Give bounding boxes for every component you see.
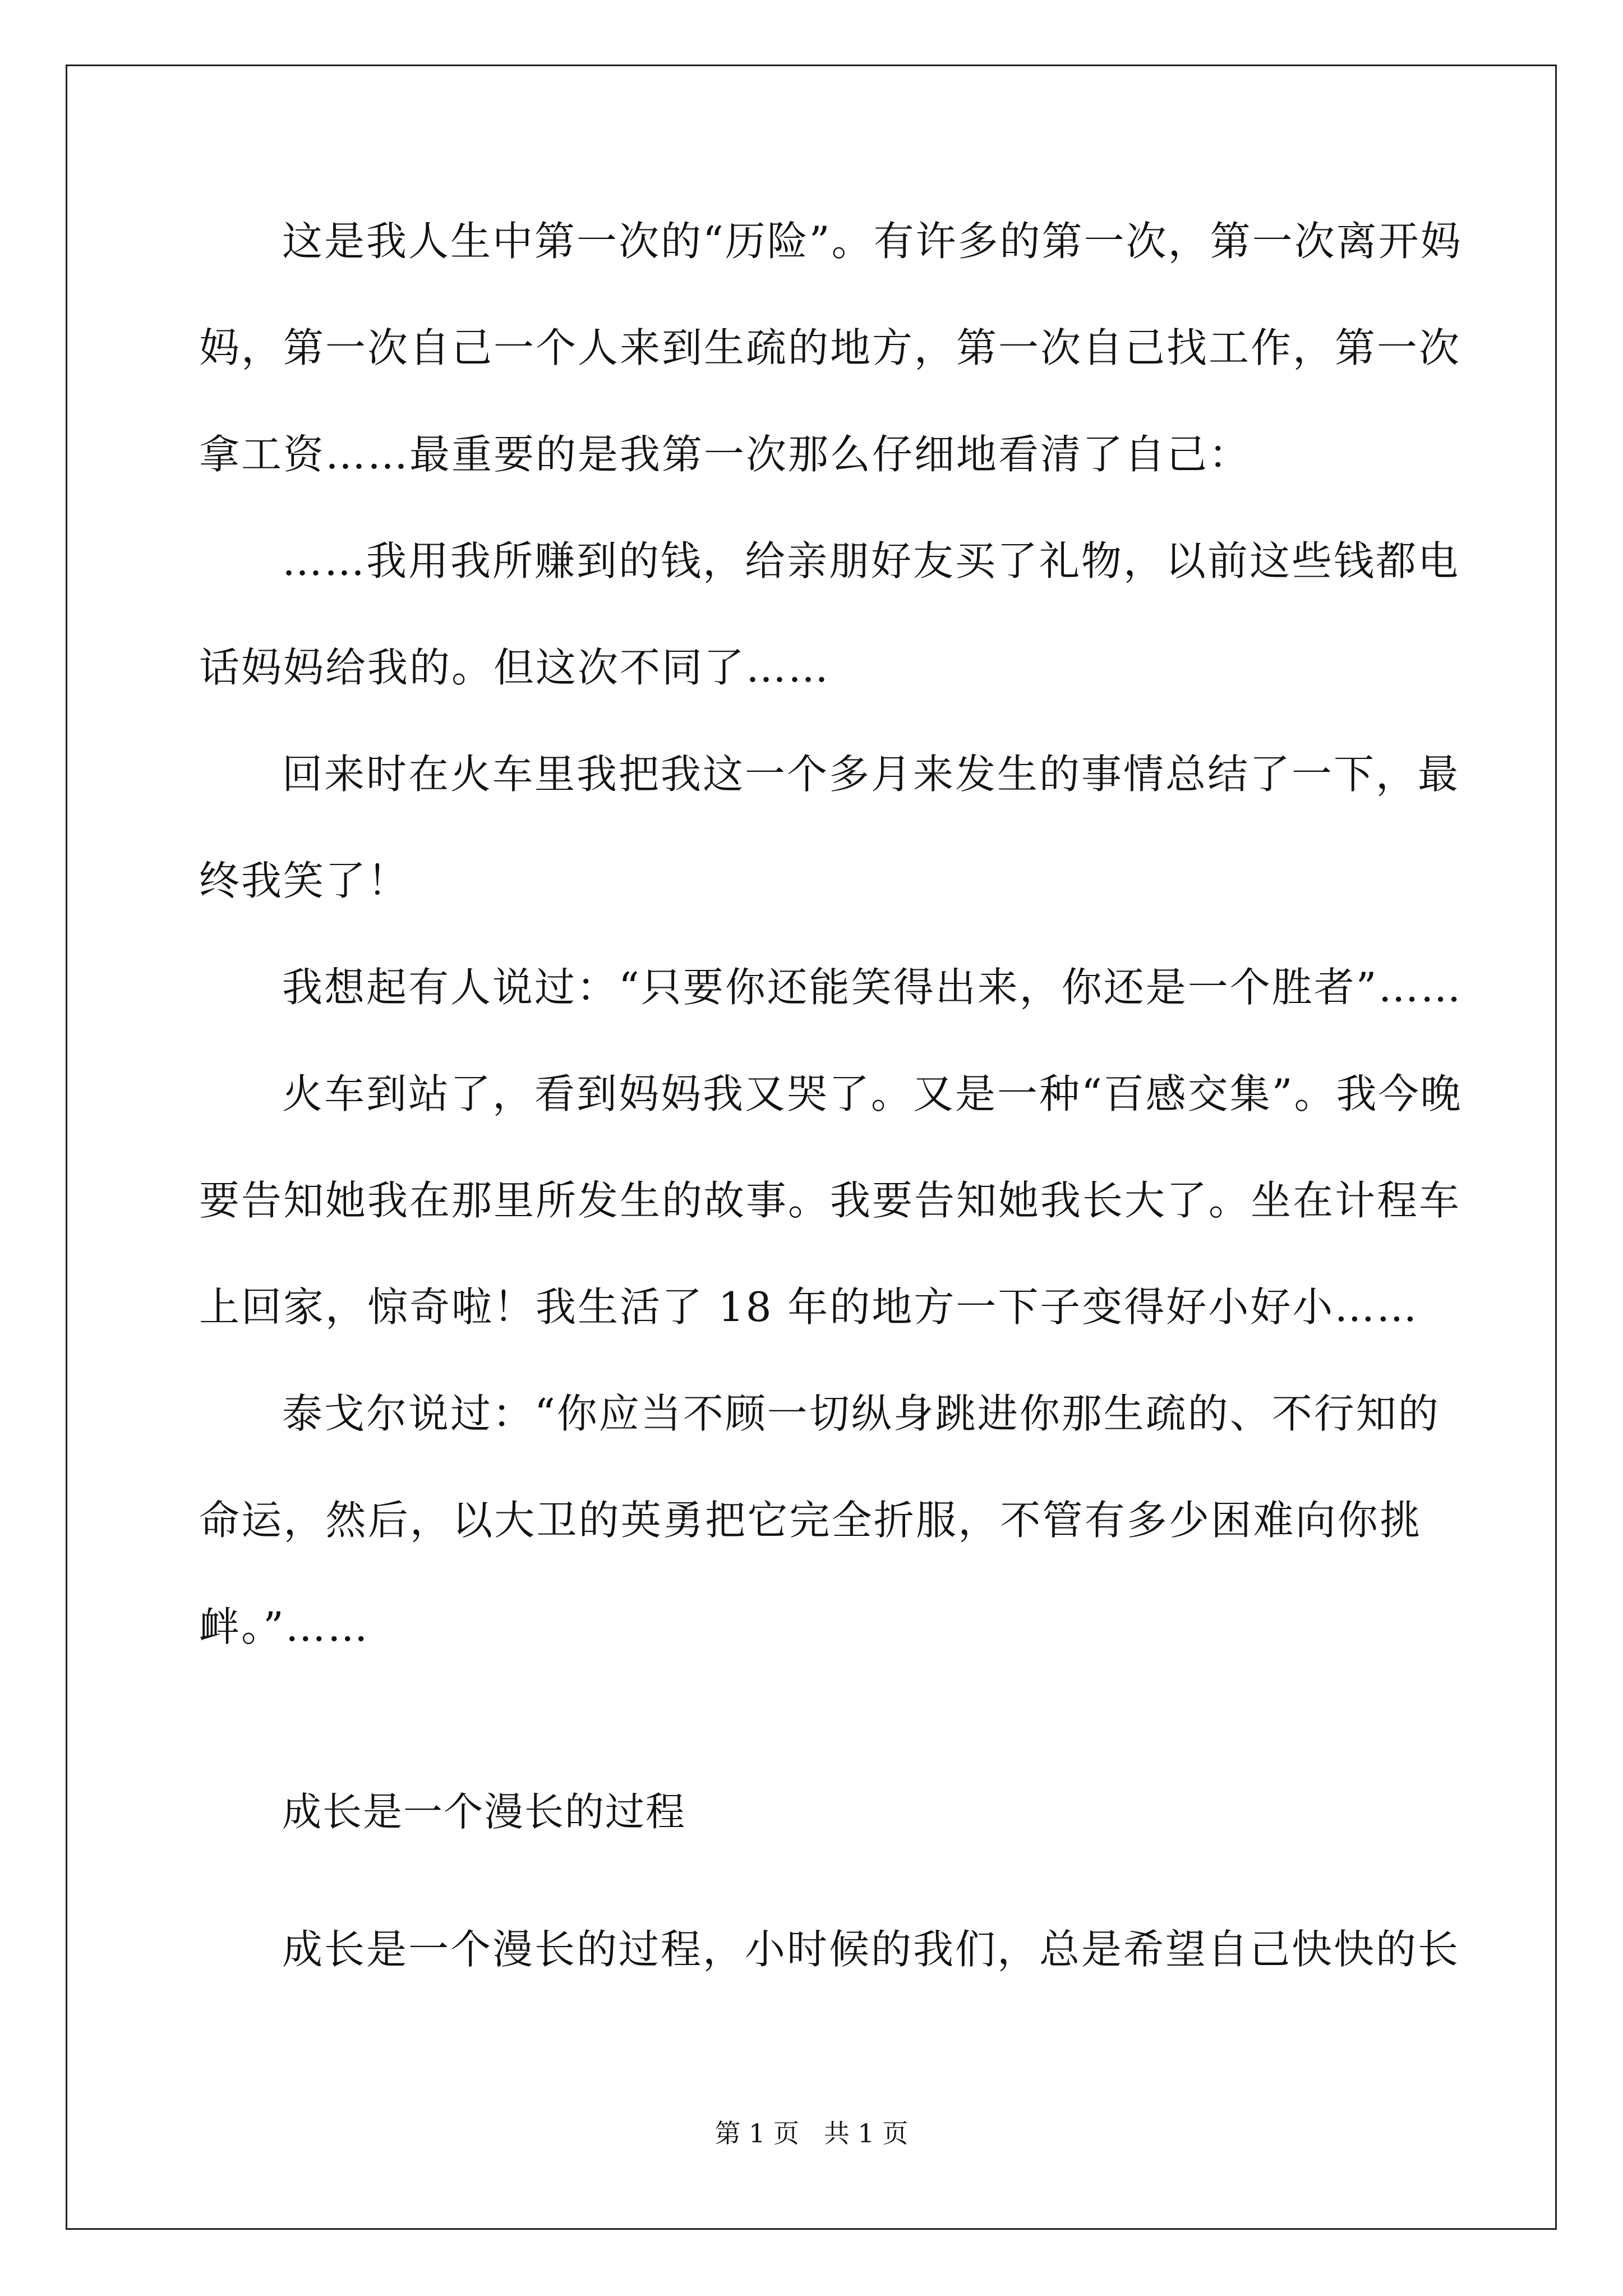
paragraph-6-line-2: 命运，然后，以大卫的英勇把它完全折服，不管有多少困难向你挑: [199, 1497, 1422, 1544]
page-footer: 第 1 页 共 1 页: [714, 2118, 909, 2148]
paragraph-6-line-3: 衅。”……: [199, 1603, 370, 1650]
section-heading: 成长是一个漫长的过程: [282, 1789, 686, 1835]
paragraph-1-line-2: 妈，第一次自己一个人来到生疏的地方，第一次自己找工作，第一次: [199, 324, 1461, 371]
paragraph-3-line-2: 终我笑了！: [199, 857, 410, 904]
paragraph-4-line-1: 我想起有人说过：“只要你还能笑得出来，你还是一个胜者”……: [282, 964, 1463, 1011]
page-border: [66, 65, 1557, 2230]
paragraph-3-line-1: 回来时在火车里我把我这一个多月来发生的事情总结了一下，最: [282, 751, 1460, 798]
paragraph-5-line-1: 火车到站了，看到妈妈我又哭了。又是一种“百感交集”。我今晚: [282, 1070, 1463, 1117]
paragraph-5-line-3: 上回家，惊奇啦！我生活了 18 年的地方一下子变得好小好小……: [199, 1283, 1419, 1331]
section-paragraph-line-1: 成长是一个漫长的过程，小时候的我们，总是希望自己快快的长: [282, 1926, 1460, 1973]
paragraph-1-line-1: 这是我人生中第一次的“历险”。有许多的第一次，第一次离开妈: [282, 218, 1463, 265]
paragraph-2-line-1: ……我用我所赚到的钱，给亲朋好友买了礼物，以前这些钱都电: [282, 537, 1460, 585]
paragraph-2-line-2: 话妈妈给我的。但这次不同了……: [199, 644, 831, 691]
paragraph-5-line-2: 要告知她我在那里所发生的故事。我要告知她我长大了。坐在计程车: [199, 1177, 1461, 1224]
paragraph-1-line-3: 拿工资……最重要的是我第一次那么仔细地看清了自己：: [199, 431, 1251, 478]
paragraph-6-line-1: 泰戈尔说过：“你应当不顾一切纵身跳进你那生疏的、不行知的: [282, 1390, 1440, 1437]
